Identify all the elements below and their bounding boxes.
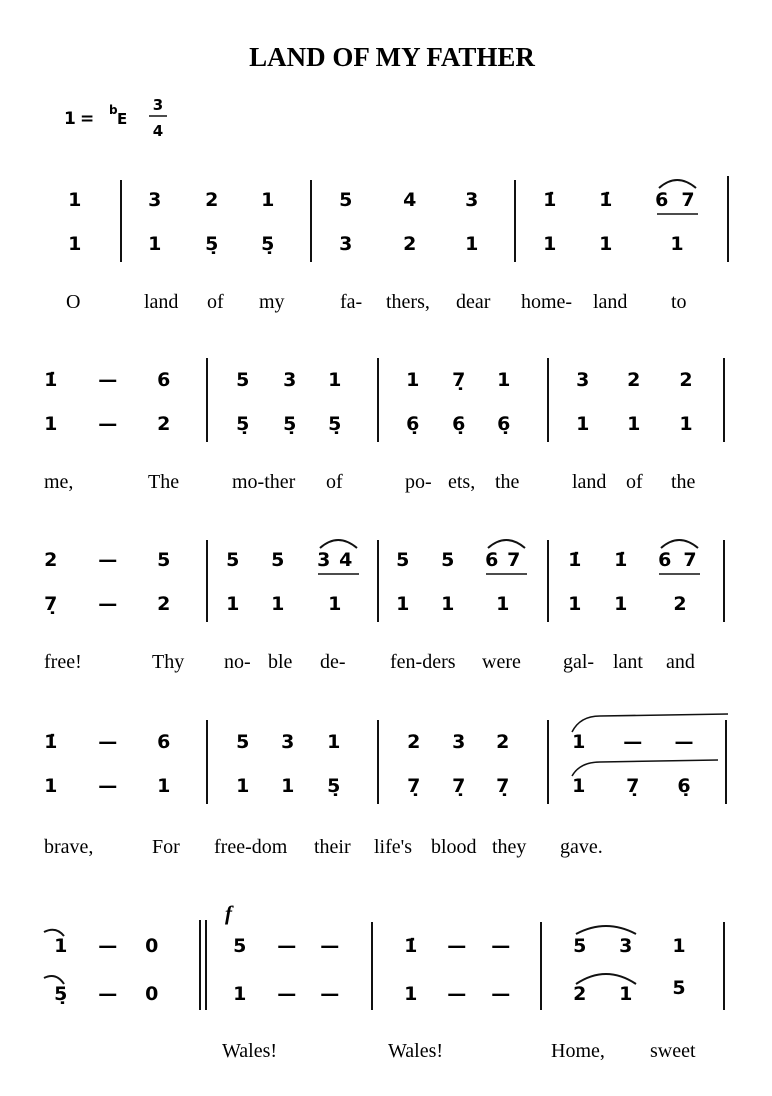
lyric-word: of xyxy=(207,291,224,313)
note: 2 xyxy=(403,233,417,255)
svg-text:2 — 5 5 xyxy=(44,549,697,571)
note: 1̇ xyxy=(404,935,418,957)
lyric-word: ets, xyxy=(448,471,476,493)
note: 5 xyxy=(573,935,587,957)
lyric-word: de- xyxy=(320,651,346,673)
key-flat: b xyxy=(109,103,118,117)
note: 5 xyxy=(441,549,455,571)
note: 1 xyxy=(627,413,641,435)
note: 5 xyxy=(271,549,285,571)
svg-text:5̣ — 0 1 xyxy=(54,977,686,1005)
lyric-word: sweet xyxy=(650,1040,696,1062)
note: 6̣ xyxy=(497,413,511,435)
note: 1 xyxy=(327,731,341,753)
lyric-word: mo-ther xyxy=(232,471,296,493)
note: — xyxy=(277,983,297,1005)
note: 1 xyxy=(328,369,342,391)
system-4 xyxy=(44,714,728,858)
lyric-word: land xyxy=(572,471,607,493)
note: — xyxy=(98,983,118,1005)
lyric-word: free-dom xyxy=(214,836,288,858)
note: 2 xyxy=(627,369,641,391)
note: 1 xyxy=(281,775,295,797)
note: 6 xyxy=(157,369,171,391)
note: 5̣ xyxy=(205,233,219,255)
note: 1 xyxy=(496,593,510,615)
lyric-word: O xyxy=(66,291,81,313)
song-title: LAND OF MY FATHER xyxy=(249,42,535,72)
note: 1 xyxy=(233,983,247,1005)
svg-text:1 3 2 1 xyxy=(68,189,695,211)
note: 2 xyxy=(673,593,687,615)
note: 1 xyxy=(148,233,162,255)
key-signature xyxy=(64,103,127,129)
note: 3 xyxy=(281,731,295,753)
lyric-word: life's xyxy=(374,836,413,858)
note: 1 xyxy=(465,233,479,255)
note: 7 xyxy=(507,549,521,571)
note: 5 xyxy=(339,189,353,211)
system-3 xyxy=(44,540,724,673)
svg-text:1 — 2 5̣ xyxy=(44,413,693,435)
note: 2 xyxy=(573,983,587,1005)
note: 3 xyxy=(452,731,466,753)
note: 3 xyxy=(283,369,297,391)
note: 1̇ xyxy=(614,549,628,571)
note: 1̇ xyxy=(44,731,58,753)
svg-text:1 — 1 1 xyxy=(44,775,691,797)
note: 7 xyxy=(683,549,697,571)
lyric-word: no- xyxy=(224,651,251,673)
note: 1 xyxy=(543,233,557,255)
note: 1 xyxy=(576,413,590,435)
note: 6̣ xyxy=(677,775,691,797)
note: — xyxy=(674,731,694,753)
lyric-word: gave. xyxy=(560,836,603,858)
lyric-word: of xyxy=(626,471,643,493)
note: 5̣ xyxy=(236,413,250,435)
note: 1 xyxy=(619,983,633,1005)
note: — xyxy=(491,983,511,1005)
note: 7̣ xyxy=(407,775,421,797)
svg-text:1̇ — 6 5 xyxy=(44,369,693,391)
note: — xyxy=(277,935,297,957)
note: 7̣ xyxy=(496,775,510,797)
note: 2 xyxy=(407,731,421,753)
note: — xyxy=(98,731,118,753)
note: 1 xyxy=(44,775,58,797)
svg-text:O land of my xyxy=(66,291,687,313)
lyric-word: gal- xyxy=(563,651,595,673)
note: 6 xyxy=(655,189,669,211)
svg-text:me, The mo-ther xyxy=(44,471,696,493)
note: 7̣ xyxy=(452,369,466,391)
note: 5 xyxy=(672,977,686,999)
note: 0 xyxy=(145,983,159,1005)
note: 1 xyxy=(44,413,58,435)
note: 1 xyxy=(599,233,613,255)
note: 5 xyxy=(226,549,240,571)
note: 3 xyxy=(317,549,331,571)
note: 1 xyxy=(672,935,686,957)
lyric-word: Wales! xyxy=(222,1040,278,1062)
note: 2 xyxy=(157,413,171,435)
lyric-word: land xyxy=(144,291,179,313)
lyric-word: and xyxy=(666,651,695,673)
note: 0 xyxy=(145,935,159,957)
note: 1 xyxy=(328,593,342,615)
lyric-word: fa- xyxy=(340,291,363,313)
note: 1 xyxy=(614,593,628,615)
note: 1̇ xyxy=(599,189,613,211)
note: 1 xyxy=(406,369,420,391)
note: 5̣ xyxy=(54,983,68,1005)
note: 5 xyxy=(236,731,250,753)
lyric-word: For xyxy=(152,836,180,858)
note: 1 xyxy=(261,189,275,211)
lyric-word: Wales! xyxy=(388,1040,444,1062)
note: 1 xyxy=(271,593,285,615)
note: — xyxy=(491,935,511,957)
note: 4 xyxy=(339,549,353,571)
note: 1̇ xyxy=(44,369,58,391)
time-bottom: 4 xyxy=(152,122,164,140)
svg-text:1̇ — 6 5 xyxy=(44,731,693,753)
lyric-word: were xyxy=(482,651,521,673)
note: 1 xyxy=(404,983,418,1005)
note: 6̣ xyxy=(452,413,466,435)
note: 6 xyxy=(485,549,499,571)
svg-text:brave, For free-do xyxy=(44,836,603,858)
system-2 xyxy=(44,358,724,493)
lyric-word: to xyxy=(671,291,687,313)
note: 1 xyxy=(568,593,582,615)
lyric-word: Home, xyxy=(551,1040,605,1062)
note: 1 xyxy=(670,233,684,255)
note: 5 xyxy=(236,369,250,391)
note: 1̇ xyxy=(568,549,582,571)
dynamic-marking: f xyxy=(225,901,232,925)
lyric-word: blood xyxy=(431,836,477,858)
lyric-word: po- xyxy=(405,471,432,493)
system-5 xyxy=(44,901,724,1062)
lyric-word: fen-ders xyxy=(390,651,456,673)
note: — xyxy=(98,413,118,435)
lyric-word: my xyxy=(259,291,285,313)
note: 1 xyxy=(157,775,171,797)
note: 7 xyxy=(681,189,695,211)
note: — xyxy=(623,731,643,753)
lyric-word: they xyxy=(492,836,527,858)
note: 2 xyxy=(44,549,58,571)
note: 1 xyxy=(54,935,68,957)
note: 1 xyxy=(68,189,82,211)
note: 5̣ xyxy=(261,233,275,255)
note: 5̣ xyxy=(327,775,341,797)
note: 2 xyxy=(157,593,171,615)
lyric-word: me, xyxy=(44,471,74,493)
note: 6̣ xyxy=(406,413,420,435)
key-one: 1 xyxy=(64,109,76,129)
note: 2 xyxy=(496,731,510,753)
note: 2 xyxy=(205,189,219,211)
svg-text:free! Thy no- xyxy=(44,651,695,673)
note: 6 xyxy=(157,731,171,753)
lyric-word: lant xyxy=(613,651,643,673)
note: 5 xyxy=(233,935,247,957)
note: 5 xyxy=(157,549,171,571)
note: 1 xyxy=(572,775,586,797)
note: — xyxy=(98,935,118,957)
note: 5̣ xyxy=(283,413,297,435)
lyric-word: the xyxy=(671,471,696,493)
note: 1 xyxy=(226,593,240,615)
lyric-word: of xyxy=(326,471,343,493)
lyric-word: The xyxy=(148,471,180,493)
note: 1 xyxy=(497,369,511,391)
key-equals: = xyxy=(80,109,95,129)
note: — xyxy=(98,775,118,797)
lyric-word: ble xyxy=(268,651,293,673)
note: 3 xyxy=(148,189,162,211)
note: 6 xyxy=(658,549,672,571)
note: 5 xyxy=(396,549,410,571)
lyric-word: land xyxy=(593,291,628,313)
svg-text:7̣ — 2 1 xyxy=(44,593,687,615)
note: — xyxy=(320,935,340,957)
note: — xyxy=(98,593,118,615)
note: 7̣ xyxy=(452,775,466,797)
lyric-word: Thy xyxy=(152,651,185,673)
note: 4 xyxy=(403,189,417,211)
note: 1 xyxy=(572,731,586,753)
key-letter: E xyxy=(117,110,128,128)
note: 1 xyxy=(68,233,82,255)
time-signature xyxy=(149,96,167,140)
note: 7̣ xyxy=(44,593,58,615)
note: — xyxy=(320,983,340,1005)
note: — xyxy=(98,369,118,391)
lyric-word: dear xyxy=(456,291,491,313)
note: 3 xyxy=(465,189,479,211)
svg-text:Wales! Wales! Home xyxy=(222,1040,696,1062)
lyric-word: thers, xyxy=(386,291,430,313)
note: 1 xyxy=(396,593,410,615)
note: 5̣ xyxy=(328,413,342,435)
note: — xyxy=(447,983,467,1005)
system-1 xyxy=(66,176,728,313)
svg-text:1 1 5̣ 5̣ xyxy=(68,233,684,255)
note: 7̣ xyxy=(626,775,640,797)
note: 3 xyxy=(339,233,353,255)
note: 2 xyxy=(679,369,693,391)
note: 1 xyxy=(441,593,455,615)
note: 1 xyxy=(236,775,250,797)
note: — xyxy=(447,935,467,957)
svg-text:1 — 0 5 xyxy=(54,935,686,957)
note: — xyxy=(98,549,118,571)
lyric-word: their xyxy=(314,836,351,858)
note: 3 xyxy=(576,369,590,391)
note: 3 xyxy=(619,935,633,957)
lyric-word: the xyxy=(495,471,520,493)
lyric-word: free! xyxy=(44,651,82,673)
time-top: 3 xyxy=(152,96,164,114)
lyric-word: brave, xyxy=(44,836,94,858)
note: 1 xyxy=(679,413,693,435)
note: 1̇ xyxy=(543,189,557,211)
lyric-word: home- xyxy=(521,291,573,313)
